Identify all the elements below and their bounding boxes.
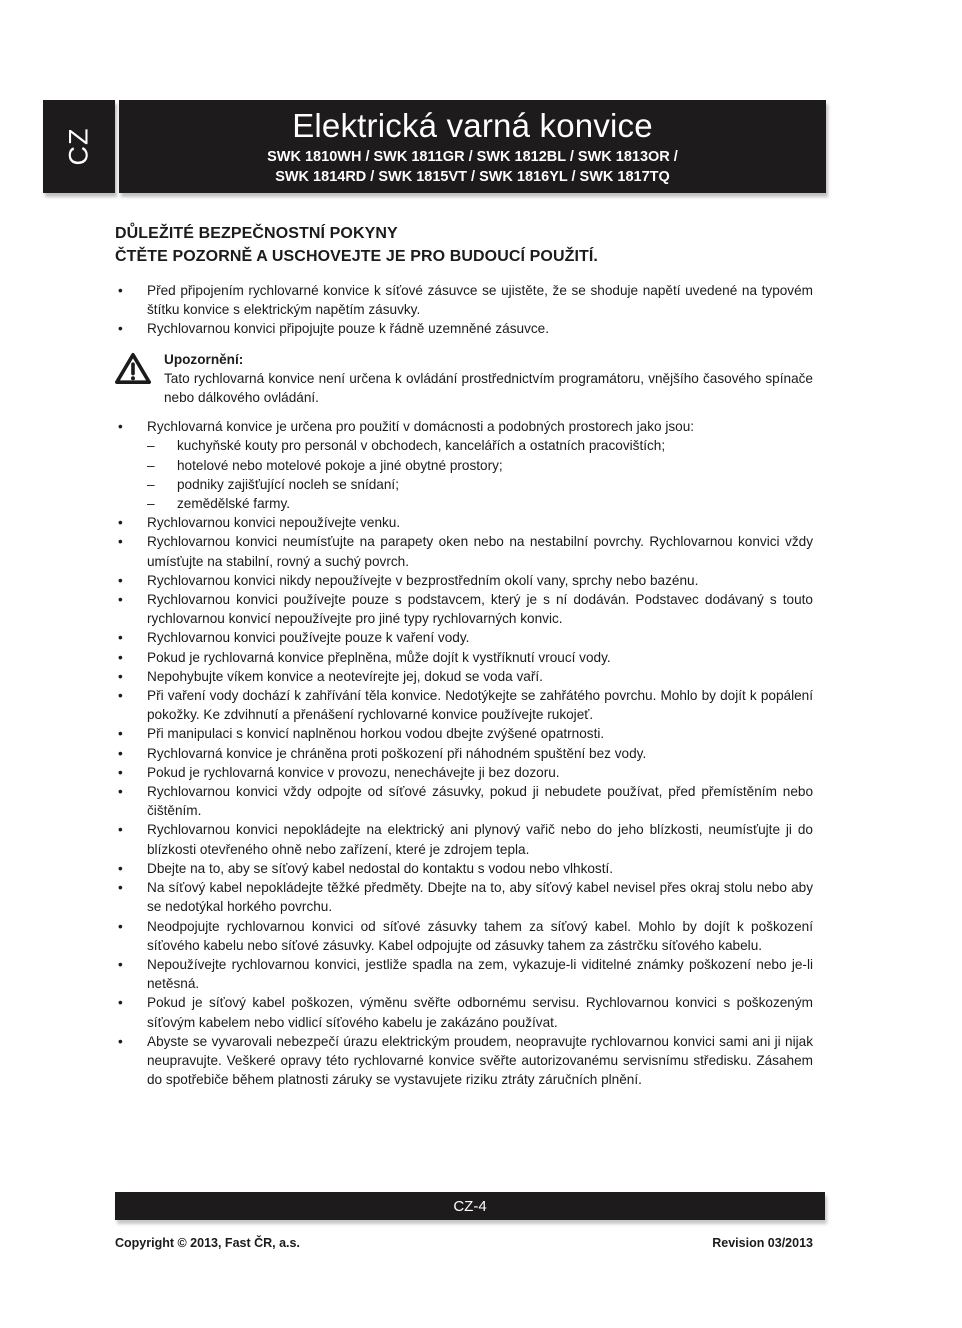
list-item: • Na síťový kabel nepokládejte těžké předměty. Dbejte na to, aby síťový kabel nevisel přes okraj stolu nebo aby se nedotýkal horkého povrchu. <box>115 878 813 916</box>
list-item: • Rychlovarnou konvici neumísťujte na parapety oken nebo na nestabilní povrchy. Rychlovarnou konvici vždy umísťujte na stabilní, rovný a suchý povrch. <box>115 532 813 570</box>
warning-triangle-icon <box>115 350 151 408</box>
list-item: • Rychlovarnou konvici vždy odpojte od síťové zásuvky, pokud ji nebudete používat, před přemístěním nebo čištěním. <box>115 782 813 820</box>
list-item: • Rychlovarnou konvici nepoužívejte venku. <box>115 513 813 532</box>
list-item: • Rychlovarnou konvici používejte pouze k vaření vody. <box>115 628 813 647</box>
warning-text: Tato rychlovarná konvice není určena k ovládání prostřednictvím programátoru, vnějšího časového spínače nebo dálkového ovládání. <box>164 370 813 406</box>
household-sublist <box>147 436 813 513</box>
model-numbers-line2: SWK 1814RD / SWK 1815VT / SWK 1816YL / SWK 1817TQ <box>275 169 670 185</box>
warning-note <box>115 350 813 408</box>
model-numbers-line1: SWK 1810WH / SWK 1811GR / SWK 1812BL / SWK 1813OR / <box>267 149 678 165</box>
footer-meta <box>115 1236 813 1250</box>
list-item-text: Rychlovarná konvice je určena pro použití v domácnosti a podobných prostorech jako jsou: <box>147 419 695 435</box>
page-number-bar <box>115 1192 825 1220</box>
title-block <box>119 100 826 193</box>
section-heading <box>115 222 813 268</box>
list-item: • Při manipulaci s konvicí naplněnou horkou vodou dbejte zvýšené opatrnosti. <box>115 724 813 743</box>
safety-list-top <box>115 281 813 339</box>
section-heading-line2: ČTĚTE POZORNĚ A USCHOVEJTE JE PRO BUDOUCÍ POUŽITÍ. <box>115 248 598 265</box>
list-item: • Rychlovarná konvice je chráněna proti poškození při náhodném spuštění bez vody. <box>115 744 813 763</box>
page-number-label: CZ-4 <box>453 1197 487 1215</box>
content-area <box>115 222 813 1089</box>
warning-body <box>164 350 813 408</box>
list-item: • Před připojením rychlovarné konvice k síťové zásuvce se ujistěte, že se shoduje napětí uvedené na typovém štítku konvice s elektrickým napětím zásuvky. <box>115 281 813 319</box>
list-item: • Rychlovarnou konvici připojujte pouze k řádně uzemněné zásuvce. <box>115 319 813 338</box>
list-item: • Nepoužívejte rychlovarnou konvici, jestliže spadla na zem, vykazuje-li viditelné známky poškození nebo je-li netěsná. <box>115 955 813 993</box>
list-item: • Dbejte na to, aby se síťový kabel nedostal do kontaktu s vodou nebo vlhkostí. <box>115 859 813 878</box>
list-item: • Rychlovarnou konvici nikdy nepoužívejte v bezprostředním okolí vany, sprchy nebo bazénu. <box>115 571 813 590</box>
language-tab <box>43 100 115 193</box>
list-item: • Pokud je rychlovarná konvice v provozu, nenechávejte ji bez dozoru. <box>115 763 813 782</box>
safety-list-main <box>115 417 813 1089</box>
page-title: Elektrická varná konvice <box>292 107 653 144</box>
copyright-text: Copyright © 2013, Fast ČR, a.s. <box>115 1236 300 1250</box>
list-item: • Rychlovarnou konvici používejte pouze s podstavcem, který je s ní dodáván. Podstavec dodávaný s touto rychlovarnou konvicí nepoužívejte pro jiné typy rychlovarných konvic. <box>115 590 813 628</box>
warning-label: Upozornění: <box>164 351 244 367</box>
list-item: • Pokud je rychlovarná konvice přeplněna, může dojít k vystříknutí vroucí vody. <box>115 648 813 667</box>
sublist-item: – zemědělské farmy. <box>147 494 813 513</box>
list-item: • Pokud je síťový kabel poškozen, výměnu svěřte odbornému servisu. Rychlovarnou konvici s poškozeným síťovým kabelem nebo vidlicí síťového kabelu je zakázáno používat. <box>115 993 813 1031</box>
list-item: • Neodpojujte rychlovarnou konvici od síťové zásuvky tahem za síťový kabel. Mohlo by dojít k poškození síťového kabelu nebo síťové zásuvky. Kabel odpojujte od zásuvky tahem za zástrčku síťového kabelu. <box>115 917 813 955</box>
model-numbers <box>119 147 826 187</box>
list-item: • Při vaření vody dochází k zahřívání těla konvice. Nedotýkejte se zahřátého povrchu. Mohlo by dojít k popálení pokožky. Ke zdvihnutí a přenášení rychlovarné konvice používejte rukojeť. <box>115 686 813 724</box>
list-item: • Abyste se vyvarovali nebezpečí úrazu elektrickým proudem, neopravujte rychlovarnou konvici sami ani ji nijak neupravujte. Veškeré opravy této rychlovarné konvice svěřte autorizovanému servisnímu středisku. Zásahem do spotřebiče během platnosti záruky se vystavujete riziku ztráty záručních plnění. <box>115 1032 813 1090</box>
section-heading-line1: DŮLEŽITÉ BEZPEČNOSTNÍ POKYNY <box>115 225 398 242</box>
document-header <box>43 100 826 193</box>
list-item <box>115 417 813 513</box>
list-item: • Nepohybujte víkem konvice a neotevírejte jej, dokud se voda vaří. <box>115 667 813 686</box>
revision-text: Revision 03/2013 <box>712 1236 813 1250</box>
sublist-item: – hotelové nebo motelové pokoje a jiné obytné prostory; <box>147 456 813 475</box>
sublist-item: – podniky zajišťující nocleh se snídaní; <box>147 475 813 494</box>
language-tab-label: CZ <box>63 127 94 166</box>
list-item: • Rychlovarnou konvici nepokládejte na elektrický ani plynový vařič nebo do jeho blízkosti, neumísťujte ji do blízkosti otevřeného ohně nebo zařízení, které je zdrojem tepla. <box>115 820 813 858</box>
sublist-item: – kuchyňské kouty pro personál v obchodech, kancelářích a ostatních pracovištích; <box>147 436 813 455</box>
